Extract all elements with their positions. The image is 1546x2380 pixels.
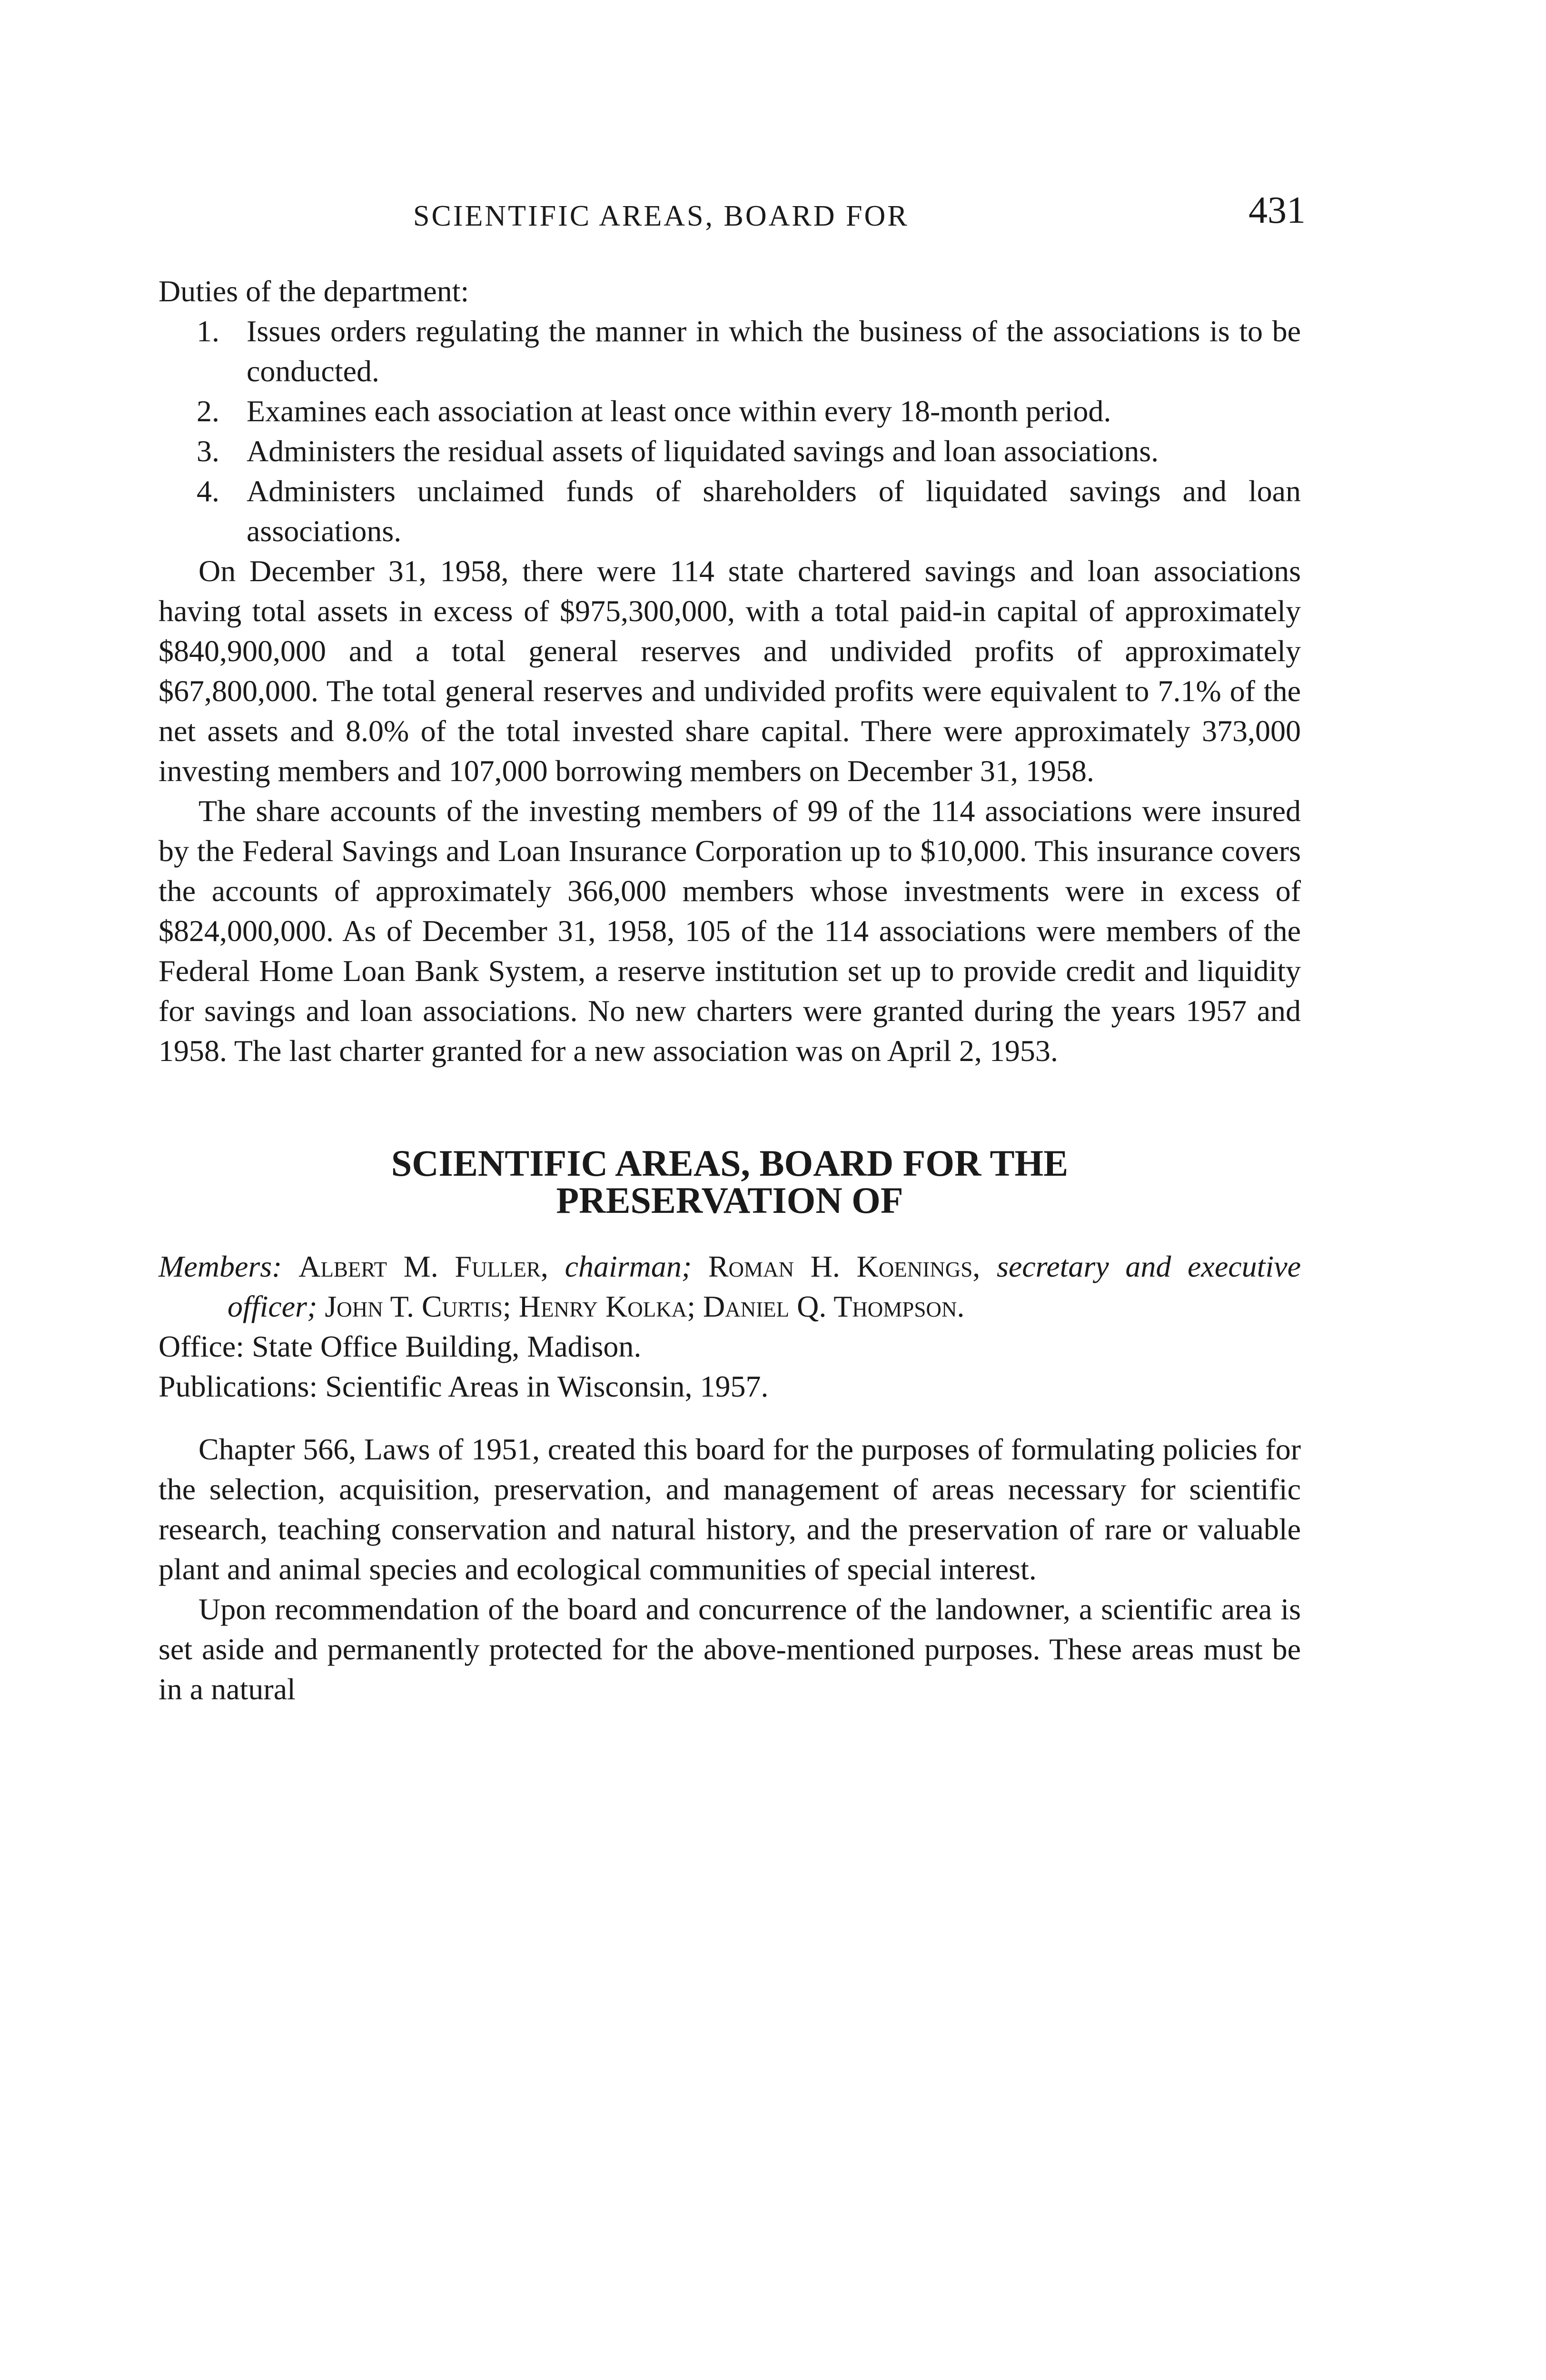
running-head-title: SCIENTIFIC AREAS, BOARD FOR <box>413 200 909 232</box>
duty-number: 1. <box>197 314 219 348</box>
duty-item <box>159 431 1301 471</box>
duty-item <box>159 391 1301 431</box>
member-name: Henry Kolka <box>518 1289 687 1323</box>
duty-number: 2. <box>197 394 219 428</box>
duty-item <box>159 471 1301 551</box>
publications-line: Publications: Scientific Areas in Wisconsin, 1957. <box>159 1369 769 1403</box>
members-list <box>159 1247 1301 1327</box>
board-info <box>159 1247 1301 1407</box>
page-number: 431 <box>1249 189 1306 231</box>
section-title <box>159 1142 1301 1221</box>
section-title-line-2: PRESERVATION OF <box>556 1180 903 1221</box>
paragraph-chapter: Chapter 566, Laws of 1951, created this board for the purposes of formulating policies for the selection, acquisition, preservation, and management of areas necessary for scientific research, teaching conservation and natural history, and the preservation of rare or valuable plant and animal species and ecological communities of special interest. <box>159 1432 1301 1586</box>
running-head <box>159 189 1306 243</box>
duties-list <box>159 311 1301 551</box>
member-separator: ; <box>502 1289 511 1323</box>
duty-number: 3. <box>197 434 219 468</box>
duty-item <box>159 311 1301 391</box>
office-line: Office: State Office Building, Madison. <box>159 1329 642 1363</box>
member-name: Daniel Q. Thompson <box>703 1289 957 1323</box>
page-content <box>159 189 1306 1709</box>
paragraph-insurance: The share accounts of the investing members of 99 of the 114 associations were insured by the Federal Savings and Loan Insurance Corporation up to $10,000. This insurance covers the accounts of approximately 366,000 members whose investments were in excess of $824,000,000. As of December 31, 1958, 105 of the 114 associations were members of the Federal Home Loan Bank System, a reserve institution set up to provide credit and liquidity for savings and loan associations. No new charters were granted during the years 1957 and 1958. The last charter granted for a new association was on April 2, 1953. <box>159 794 1301 1068</box>
member-role: secretary and executive officer; <box>228 1250 1301 1323</box>
member-name: John T. Curtis <box>325 1289 503 1323</box>
member-name: Roman H. Koenings <box>708 1250 973 1283</box>
duty-number: 4. <box>197 474 219 508</box>
duty-text: Issues orders regulating the manner in which the business of the associations is to be conducted. <box>247 314 1301 388</box>
paragraph-recommendation: Upon recommendation of the board and concurrence of the landowner, a scientific area is set aside and permanently protected for the above-mentioned purposes. These areas must be in a natural <box>159 1592 1301 1706</box>
members-label: Members: <box>159 1250 282 1283</box>
member-separator: , <box>540 1250 565 1283</box>
member-separator: ; <box>687 1289 695 1323</box>
member-name: Albert M. Fuller <box>298 1250 541 1283</box>
spacer <box>159 1407 1301 1429</box>
duty-text: Administers unclaimed funds of shareholders of liquidated savings and loan associations. <box>247 474 1301 548</box>
member-separator: , <box>972 1250 997 1283</box>
member-separator: . <box>957 1289 965 1323</box>
member-role: chairman; <box>565 1250 692 1283</box>
duty-text: Examines each association at least once within every 18-month period. <box>247 394 1111 428</box>
section-title-line-1: SCIENTIFIC AREAS, BOARD FOR THE <box>391 1142 1069 1184</box>
paragraph-assets: On December 31, 1958, there were 114 state chartered savings and loan associations having total assets in excess of $975,300,000, with a total paid-in capital of approximately $840,900,000 and a total general reserves and undivided profits of approximately $67,800,000. The total general reserves and undivided profits were equivalent to 7.1% of the net assets and 8.0% of the total invested share capital. There were approximately 373,000 investing members and 107,000 borrowing members on December 31, 1958. <box>159 554 1301 788</box>
duty-text: Administers the residual assets of liquidated savings and loan associations. <box>247 434 1159 468</box>
duties-heading: Duties of the department: <box>159 274 469 308</box>
